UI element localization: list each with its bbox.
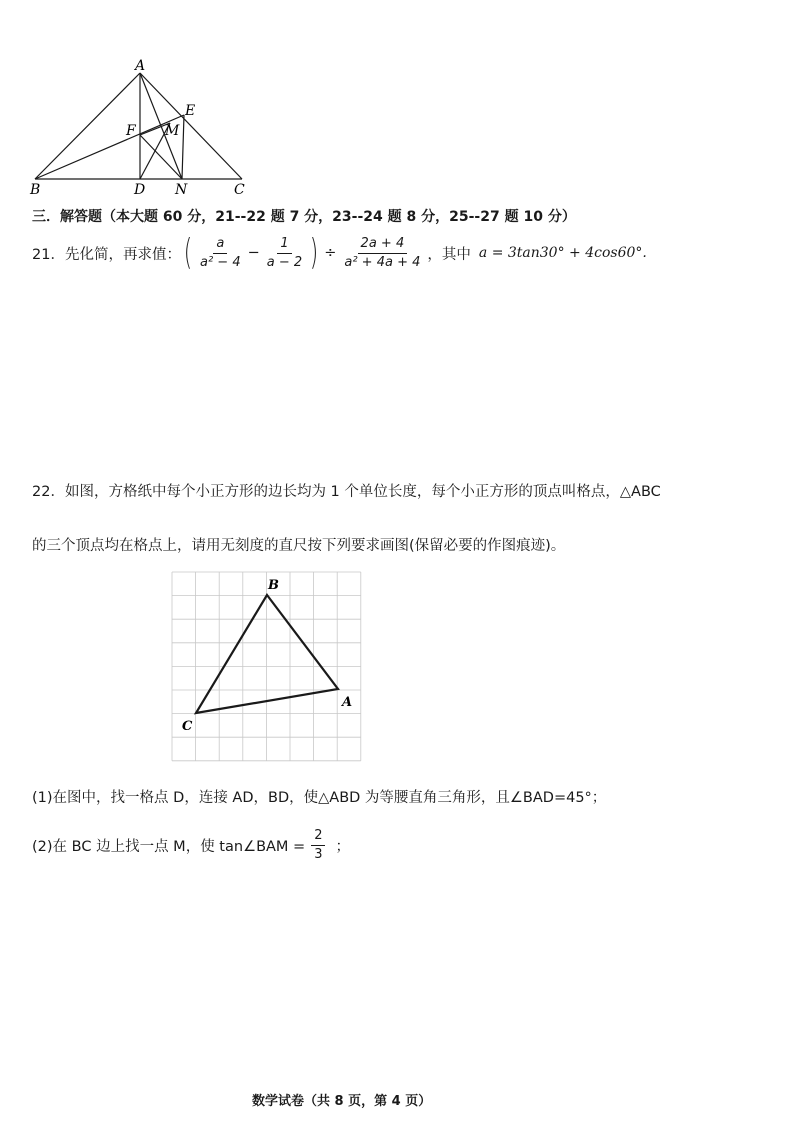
q21-divide: ÷ [324,245,337,261]
q21-minus: − [247,245,260,261]
label-B: B [30,182,41,198]
triangle-ABC [196,595,338,713]
q21-fraction-2 [264,236,305,271]
q21-fraction-1 [197,236,244,271]
question-22-part2 [32,825,350,865]
label-D: D [134,182,146,198]
label-C: C [234,182,245,198]
q22-part2-den: 3 [314,846,323,862]
q22-part2-prefix: (2)在 BC 边上找一点 M，使 tan∠BAM = [32,838,306,855]
grid-figure [170,570,370,765]
section-title: 三．解答题（本大题 60 分，21--22 题 7 分，23--24 题 8 分，25--27 题 10 分） [32,209,576,225]
segment-EN [182,115,184,179]
segment-AB [35,73,140,179]
grid-label-C: C [182,719,193,734]
segment-AC [140,73,242,179]
q21-where: ，其中 [427,246,471,263]
q22-part2-fraction [311,828,325,863]
label-F: F [126,123,136,139]
label-N: N [175,182,188,198]
q21-frac2-num: 1 [277,236,291,254]
page-footer: 数学试卷（共 8 页，第 4 页） [252,1094,432,1109]
question-22-part1: (1)在图中，找一格点 D，连接 AD，BD，使△ABD 为等腰直角三角形，且∠BAD=45°； [32,790,607,806]
question-22-line2: 的三个顶点均在格点上，请用无刻度的直尺按下列要求画图(保留必要的作图痕迹)。 [32,538,566,554]
segment-FN [140,135,182,179]
right-paren: ) [309,232,319,273]
geometry-figure [20,55,260,200]
label-E: E [185,103,196,119]
q22-part2-num: 2 [311,828,325,846]
q21-fraction-3 [341,236,423,271]
grid-label-A: A [342,695,353,710]
grid-label-B: B [268,578,279,593]
segment-BE [35,115,184,179]
q21-frac1-den: a² − 4 [200,254,241,270]
question-22-line1: 22．如图，方格纸中每个小正方形的边长均为 1 个单位长度，每个小正方形的顶点叫格点，△ABC [32,484,661,500]
q22-part2-suffix: ； [335,838,350,855]
q21-frac3-den: a² + 4a + 4 [344,254,421,270]
question-21 [32,228,647,278]
q21-condition: a = 3tan30° + 4cos60°. [478,245,647,261]
label-A: A [135,58,146,74]
label-M: M [165,123,180,139]
q21-prefix: 21．先化简，再求值： [32,246,181,263]
left-paren: ( [183,232,193,273]
q21-frac3-num: 2a + 4 [358,236,408,254]
q21-frac1-num: a [213,236,227,254]
q21-frac2-den: a − 2 [266,254,303,270]
